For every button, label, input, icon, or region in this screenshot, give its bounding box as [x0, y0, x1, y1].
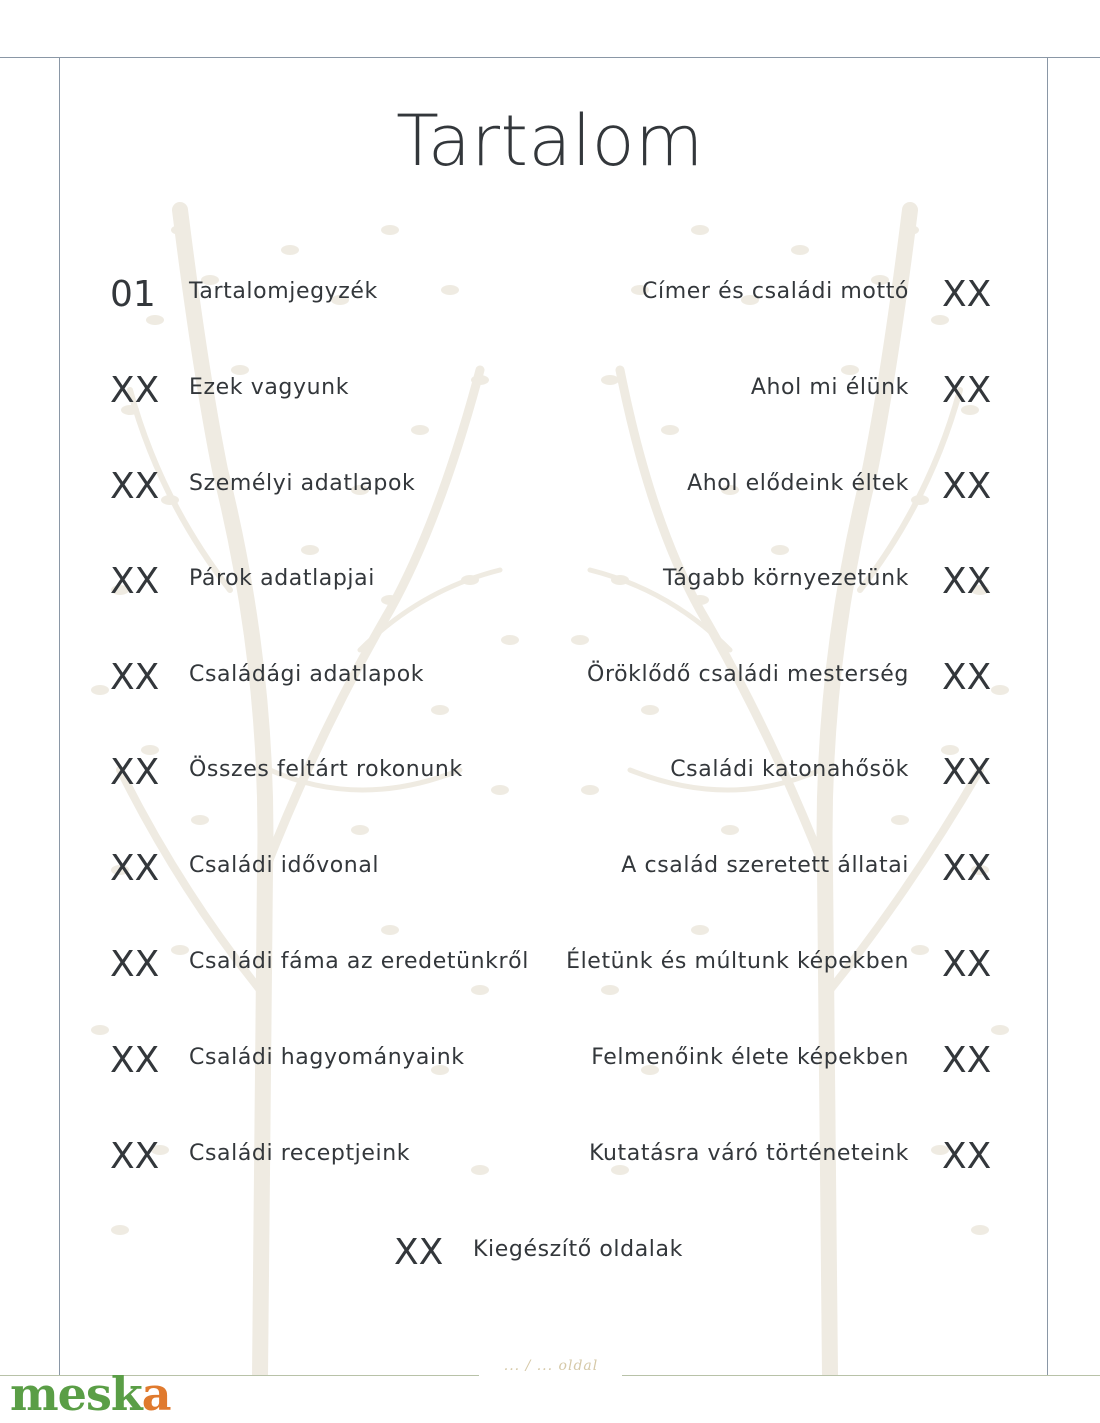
toc-label: Tágabb környezetünk [663, 566, 909, 591]
toc-page-number: XX [110, 657, 160, 698]
frame-bottom-line-right [622, 1375, 1100, 1376]
toc-page-number: XX [110, 466, 160, 507]
meska-logo [10, 1368, 171, 1420]
toc-label: Családi idővonal [189, 853, 380, 878]
toc-label: Életünk és múltunk képekben [566, 949, 909, 974]
toc-label: Tartalomjegyzék [189, 279, 378, 304]
toc-entry-right-1[interactable] [0, 270, 1100, 320]
toc-label: Felmenőink élete képekben [591, 1045, 909, 1070]
toc-page-number: XX [942, 752, 992, 793]
toc-page-number: XX [394, 1232, 444, 1273]
page-number-footer: ... / ... oldal [503, 1358, 599, 1374]
toc-label: Öröklődő családi mesterség [587, 662, 909, 687]
toc-entry-right-9[interactable] [0, 1036, 1100, 1086]
toc-page-number: XX [942, 1040, 992, 1081]
toc-page-number: XX [110, 1040, 160, 1081]
toc-entry-right-8[interactable] [0, 940, 1100, 990]
toc-page-number: XX [942, 848, 992, 889]
toc-entry-right-4[interactable] [0, 557, 1100, 607]
toc-page-number: XX [110, 752, 160, 793]
frame-top-line [0, 57, 1100, 58]
toc-entry-right-10[interactable] [0, 1132, 1100, 1182]
toc-label: Személyi adatlapok [189, 471, 416, 496]
toc-label: Ahol elődeink éltek [687, 471, 909, 496]
toc-entry-right-6[interactable] [0, 748, 1100, 798]
toc-page-number: XX [110, 848, 160, 889]
toc-entry-right-7[interactable] [0, 844, 1100, 894]
toc-label: Címer és családi mottó [642, 279, 909, 304]
page-title: Tartalom [396, 100, 704, 182]
toc-label: Összes feltárt rokonunk [189, 757, 463, 782]
toc-page-number: XX [942, 944, 992, 985]
toc-page-number: XX [110, 561, 160, 602]
toc-page-number: 01 [110, 274, 156, 315]
toc-entry-right-5[interactable] [0, 653, 1100, 703]
toc-label: Családi hagyományaink [189, 1045, 465, 1070]
toc-page-number: XX [942, 274, 992, 315]
toc-label: Családi katonahősök [670, 757, 909, 782]
toc-page-number: XX [110, 370, 160, 411]
toc-page-number: XX [942, 370, 992, 411]
toc-label: Párok adatlapjai [189, 566, 375, 591]
toc-entry-right-3[interactable] [0, 462, 1100, 512]
toc-label: Ezek vagyunk [189, 375, 350, 400]
toc-label: A család szeretett állatai [621, 853, 909, 878]
toc-page-number: XX [110, 944, 160, 985]
toc-page-number: XX [942, 657, 992, 698]
toc-page-number: XX [942, 466, 992, 507]
logo-text-accent: a [141, 1367, 171, 1421]
toc-label: Családi fáma az eredetünkről [189, 949, 529, 974]
toc-label: Családi receptjeink [189, 1141, 411, 1166]
toc-label: Kiegészítő oldalak [473, 1237, 683, 1262]
toc-page-number: XX [942, 561, 992, 602]
toc-page-number: XX [942, 1136, 992, 1177]
toc-label: Kutatásra váró történeteink [589, 1141, 909, 1166]
toc-label: Ahol mi élünk [750, 375, 909, 400]
toc-label: Családági adatlapok [189, 662, 425, 687]
toc-entry-right-2[interactable] [0, 366, 1100, 416]
toc-page-number: XX [110, 1136, 160, 1177]
logo-text-main: mesk [10, 1367, 142, 1421]
